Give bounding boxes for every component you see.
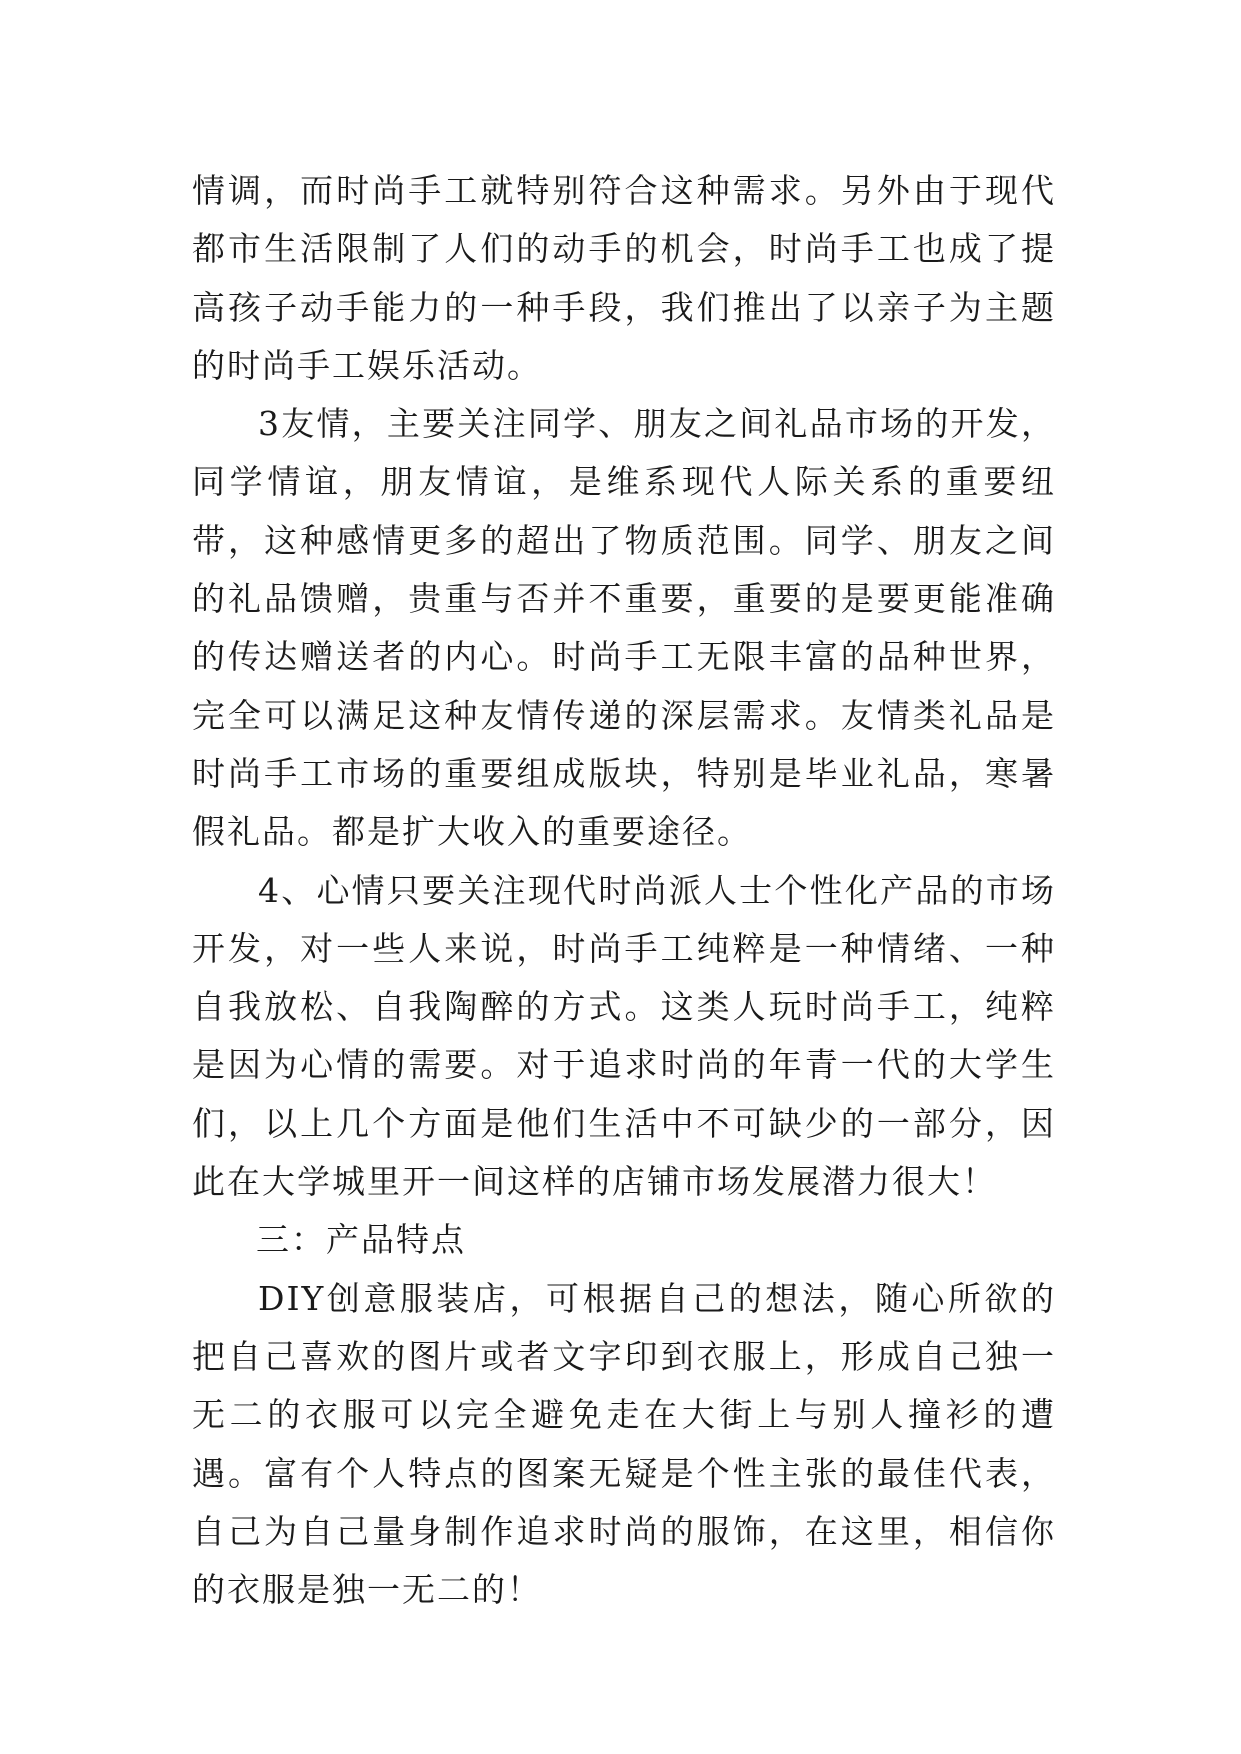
paragraph-parent-child-activity: 情调，而时尚手工就特别符合这种需求。另外由于现代都市生活限制了人们的动手的机会，时尚手工也成了提高孩子动手能力的一种手段，我们推出了以亲子为主题的时尚手工娱乐活动。 <box>192 171 1056 385</box>
section-heading-product-features: 三：产品特点 <box>256 1220 466 1260</box>
paragraph-mood: 4、心情只要关注现代时尚派人士个性化产品的市场开发，对一些人来说，时尚手工纯粹是一种情绪、一种自我放松、自我陶醉的方式。这类人玩时尚手工，纯粹是因为心情的需要。对于追求时尚的年青一代的大学生们，以上几个方面是他们生活中不可缺少的一部分，因此在大学城里开一间这样的店铺市场发展潜力很大！ <box>192 870 1056 1202</box>
paragraph-diy-clothing-store: DIY创意服装店，可根据自己的想法，随心所欲的把自己喜欢的图片或者文字印到衣服上，形成自己独一无二的衣服可以完全避免走在大街上与别人撞衫的遭遇。富有个人特点的图案无疑是个性主张的最佳代表，自己为自己量身制作追求时尚的服饰，在这里，相信你的衣服是独一无二的！ <box>192 1278 1056 1610</box>
document-body <box>192 162 1056 1619</box>
paragraph-friendship: 3友情，主要关注同学、朋友之间礼品市场的开发，同学情谊，朋友情谊，是维系现代人际关系的重要纽带，这种感情更多的超出了物质范围。同学、朋友之间的礼品馈赠，贵重与否并不重要，重要的是要更能准确的传达赠送者的内心。时尚手工无限丰富的品种世界，完全可以满足这种友情传递的深层需求。友情类礼品是时尚手工市场的重要组成版块，特别是毕业礼品，寒暑假礼品。都是扩大收入的重要途径。 <box>192 404 1056 852</box>
